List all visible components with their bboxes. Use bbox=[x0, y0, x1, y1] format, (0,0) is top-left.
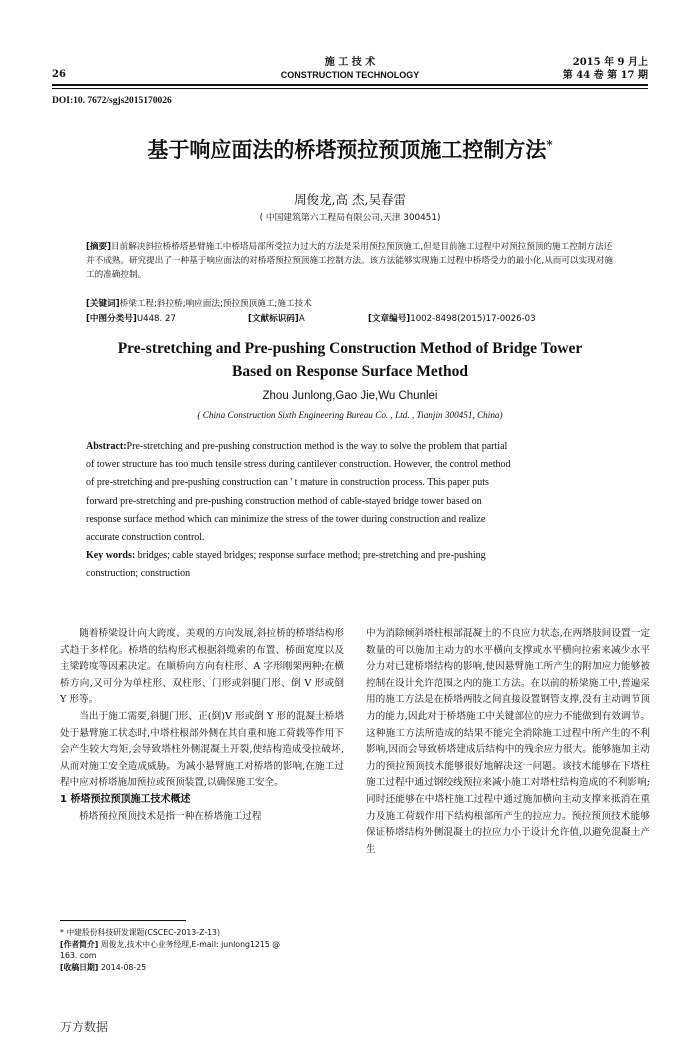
body-paragraph: 桥塔预拉预顶技术是指一种在桥塔施工过程 bbox=[79, 810, 262, 822]
author-intro-text: 周俊龙,技术中心业务经理,E-mail: junlong1215 @ bbox=[100, 939, 281, 949]
title-cn-text: 基于响应面法的桥塔预拉预顶施工控制方法 bbox=[147, 137, 547, 162]
keywords-en-text: bridges; cable stayed bridges; response surface method; pre-stretching and pre-pushing bbox=[137, 550, 486, 562]
abstract-en-line: forward pre-stretching and pre-pushing construction method of cable-stayed bridge tower based on bbox=[86, 495, 482, 507]
keywords-cn-label: [关键词] bbox=[86, 299, 120, 309]
issue-date: 2015 年 9 月上 bbox=[572, 57, 648, 68]
body-right-column bbox=[366, 626, 650, 858]
title-footnote-mark: * bbox=[546, 138, 553, 152]
journal-name-en: CONSTRUCTION TECHNOLOGY bbox=[280, 70, 420, 80]
article-number bbox=[368, 312, 536, 326]
abstract-cn bbox=[86, 240, 618, 282]
fund-note: * 中建股份科技研发课题(CSCEC-2013-Z-13) bbox=[60, 928, 221, 937]
clc-label: [中图分类号] bbox=[86, 314, 137, 324]
affiliation-en: ( China Construction Sixth Engineering Bureau Co. , Ltd. , Tianjin 300451, China) bbox=[197, 410, 503, 420]
doc-code bbox=[248, 312, 305, 326]
article-label: [文章编号] bbox=[368, 314, 411, 324]
body-paragraph: 中为消除倾斜塔柱根部混凝土的不良应力状态,在两塔肢间设置一定数量的可以施加主动力的水平横向支撑或水平横向拉索来减少水平分力对已建桥塔结构的影响,使因悬臂施工所产生的附加应力能够被控制在设计允许范围之内的施工方法。在以前的桥梁施工中,普遍采用的施工方法是在桥塔两肢之间直接设置钢管支撑,没有主动调节顶力的能力,因此对于桥塔施工中关键部位的应力不能做到有效调节。这种施工方法所造成的结果不能完全消除施工过程中所产生的不利影响,因而会导致桥塔建成后结构中的残余应力很大。能够施加主动力的预拉预顶技术能够很好地解决这一问题。该技术能够在下塔柱施工过程中通过钢绞线预拉来减小施工对塔柱结构造成的不利影响;同时还能够在中塔柱施工过程中通过施加横向主动支撑来抵消在重力及施工荷载作用下结构根部所产生的拉应力。预拉预顶技术能够保证桥塔结构外侧混凝土的拉应力小于设计允许值,以避免混凝土产生 bbox=[366, 628, 650, 855]
issue-volume: 第 44 卷 第 17 期 bbox=[562, 70, 648, 81]
body-paragraph: 当出于施工需要,斜腿门形、正(倒)V 形或倒 Y 形的混凝土桥塔处于悬臂施工状态时,中塔柱根部外侧在其自重和施工荷载等作用下会产生较大弯矩,会导致塔柱外侧混凝土开裂,使结构造成受拉破坏,从而对施工安全造成威胁。为减小悬臂施工对桥塔的影响,在施工过程中应对桥塔施加预拉或预顶装置,以确保施工安全。 bbox=[60, 710, 344, 789]
abstract-en-label: Abstract: bbox=[86, 441, 127, 452]
keywords-cn-text: 桥梁工程;斜拉桥;响应面法;预拉预顶施工;施工技术 bbox=[119, 299, 312, 309]
abstract-en-line: of pre-stretching and pre-pushing construction can ' t mature in construction process. This paper puts bbox=[86, 477, 489, 489]
keywords-en-label: Key words: bbox=[86, 550, 136, 562]
watermark: 万方数据 bbox=[60, 1020, 109, 1034]
journal-name-cn: 施 工 技 术 bbox=[324, 57, 376, 68]
doc-code-label: [文献标识码] bbox=[248, 314, 299, 324]
title-en-line2: Based on Response Surface Method bbox=[232, 363, 468, 380]
received-date-label: [收稿日期] bbox=[60, 962, 99, 972]
abstract-en-line: of tower structure has too much tensile stress during cantilever construction. However, the control method bbox=[86, 459, 511, 471]
doi: DOI:10. 7672/sgjs2015170026 bbox=[52, 96, 172, 106]
abstract-cn-label: [摘要] bbox=[86, 242, 112, 252]
body-paragraph: 随着桥梁设计向大跨度、美观的方向发展,斜拉桥的桥塔结构形式趋于多样化。桥塔的结构形式根据斜缆索的布置、桥面宽度以及主梁跨度等因素决定。在顺桥向方向有柱形、A 字形刚架两种;在横桥方向,又可分为单柱形、双柱形、门形或斜腿门形、倒 V 形或倒 Y 形等。 bbox=[60, 628, 344, 706]
title-cn bbox=[0, 134, 700, 164]
footnotes bbox=[60, 927, 350, 973]
section-heading: 1 桥塔预拉预顶施工技术概述 bbox=[60, 793, 191, 805]
clc-number bbox=[86, 312, 176, 326]
body-left-column bbox=[60, 626, 344, 825]
header-rule-thin bbox=[52, 88, 648, 89]
title-en-line1: Pre-stretching and Pre-pushing Construction Method of Bridge Tower bbox=[117, 340, 583, 357]
abstract-en-line: response surface method which can minimize the stress of the tower during construction and realize bbox=[86, 513, 486, 525]
abstract-cn-text: 目前解决斜拉桥桥塔悬臂施工中桥塔局部所受拉力过大的方法是采用预拉预顶施工,但是目前施工过程中对预拉预顶的施工控制方法还并不成熟。研究提出了一种基于响应面法的对桥塔预拉预顶施工控制方法。该方法能够实现施工过程中桥塔受力的最小化,从而可以实现对施工的准确控制。 bbox=[86, 242, 613, 280]
abstract-en-line: accurate construction control. bbox=[86, 532, 205, 544]
page-number: 26 bbox=[52, 69, 66, 80]
author-intro-text2: 163. com bbox=[60, 951, 97, 960]
footnote-rule bbox=[60, 920, 186, 921]
affiliation-cn: ( 中国建筑第六工程局有限公司,天津 300451) bbox=[259, 213, 441, 223]
authors-en: Zhou Junlong,Gao Jie,Wu Chunlei bbox=[262, 390, 438, 402]
keywords-en-text2: construction; construction bbox=[86, 568, 191, 580]
abstract-en-line: Pre-stretching and pre-pushing construction method is the way to solve the problem that partial bbox=[126, 441, 508, 452]
authors-cn: 周俊龙,高 杰,吴春雷 bbox=[294, 192, 406, 207]
keywords-cn bbox=[86, 297, 618, 311]
abstract-en bbox=[86, 438, 618, 584]
received-date-value: 2014-08-25 bbox=[100, 962, 147, 972]
clc-value: U448. 27 bbox=[136, 314, 176, 324]
doc-code-value: A bbox=[298, 314, 305, 324]
article-value: 1002-8498(2015)17-0026-03 bbox=[410, 314, 536, 324]
author-intro-label: [作者简介] bbox=[60, 939, 99, 949]
header-rule bbox=[52, 84, 648, 86]
